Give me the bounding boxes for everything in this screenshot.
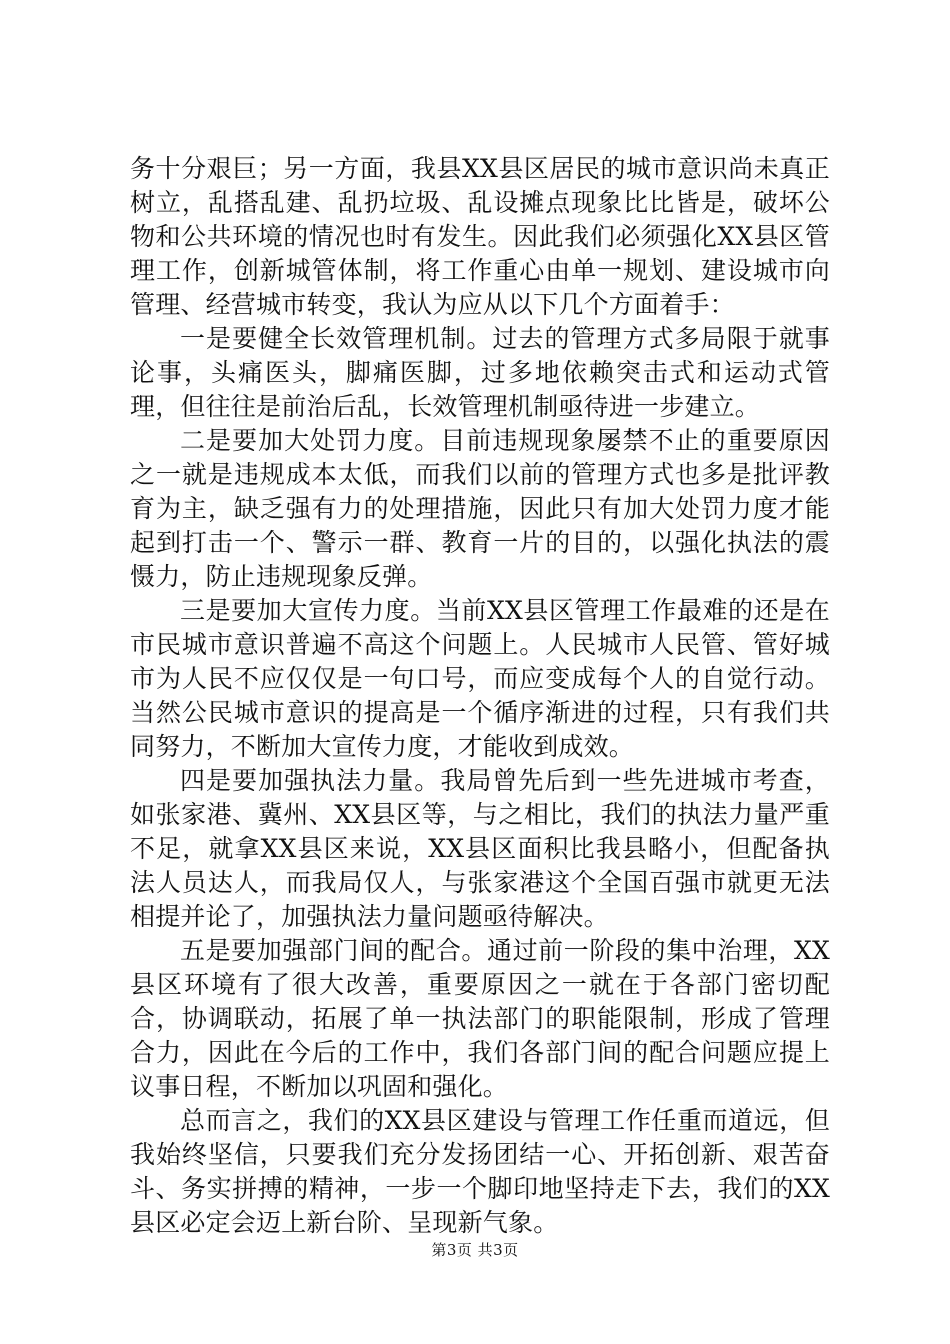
paragraph-conclusion: 总而言之，我们的XX县区建设与管理工作任重而道远，但我始终坚信，只要我们充分发扬团结一心、开拓创新、艰苦奋斗、务实拼搏的精神，一步一个脚印地坚持走下去，我们的XX县区必定会迈上新台阶、呈现新气象。 xyxy=(130,1106,830,1237)
paragraph-point-two: 二是要加大处罚力度。目前违规现象屡禁不止的重要原因之一就是违规成本太低，而我们以前的管理方式也多是批评教育为主，缺乏强有力的处理措施，因此只有加大处罚力度才能起到打击一个、警示一群、教育一片的目的，以强化执法的震慑力，防止违规现象反弹。 xyxy=(130,426,830,591)
paragraph-point-four: 四是要加强执法力量。我局曾先后到一些先进城市考查，如张家港、冀州、XX县区等，与之相比，我们的执法力量严重不足，就拿XX县区来说，XX县区面积比我县略小，但配备执法人员达人，而我局仅人，与张家港这个全国百强市就更无法相提并论了，加强执法力量问题亟待解决。 xyxy=(130,766,830,931)
paragraph-point-three: 三是要加大宣传力度。当前XX县区管理工作最难的还是在市民城市意识普遍不高这个问题上。人民城市人民管、管好城市为人民不应仅仅是一句口号，而应变成每个人的自觉行动。当然公民城市意识的提高是一个循序渐进的过程，只有我们共同努力，不断加大宣传力度，才能收到成效。 xyxy=(130,596,830,761)
paragraph-point-one: 一是要健全长效管理机制。过去的管理方式多局限于就事论事，头痛医头，脚痛医脚，过多地依赖突击式和运动式管理，但往往是前治后乱，长效管理机制亟待进一步建立。 xyxy=(130,324,830,421)
paragraph-point-five: 五是要加强部门间的配合。通过前一阶段的集中治理，XX县区环境有了很大改善，重要原因之一就在于各部门密切配合，协调联动，拓展了单一执法部门的职能限制，形成了管理合力，因此在今后的工作中，我们各部门间的配合问题应提上议事日程，不断加以巩固和强化。 xyxy=(130,936,830,1101)
paragraph-continuation: 务十分艰巨；另一方面，我县XX县区居民的城市意识尚未真正树立，乱搭乱建、乱扔垃圾、乱设摊点现象比比皆是，破坏公物和公共环境的情况也时有发生。因此我们必须强化XX县区管理工作，创新城管体制，将工作重心由单一规划、建设城市向管理、经营城市转变，我认为应从以下几个方面着手： xyxy=(130,154,830,319)
page-footer: 第3页 共3页 xyxy=(431,1241,519,1259)
document-body xyxy=(130,152,830,1240)
